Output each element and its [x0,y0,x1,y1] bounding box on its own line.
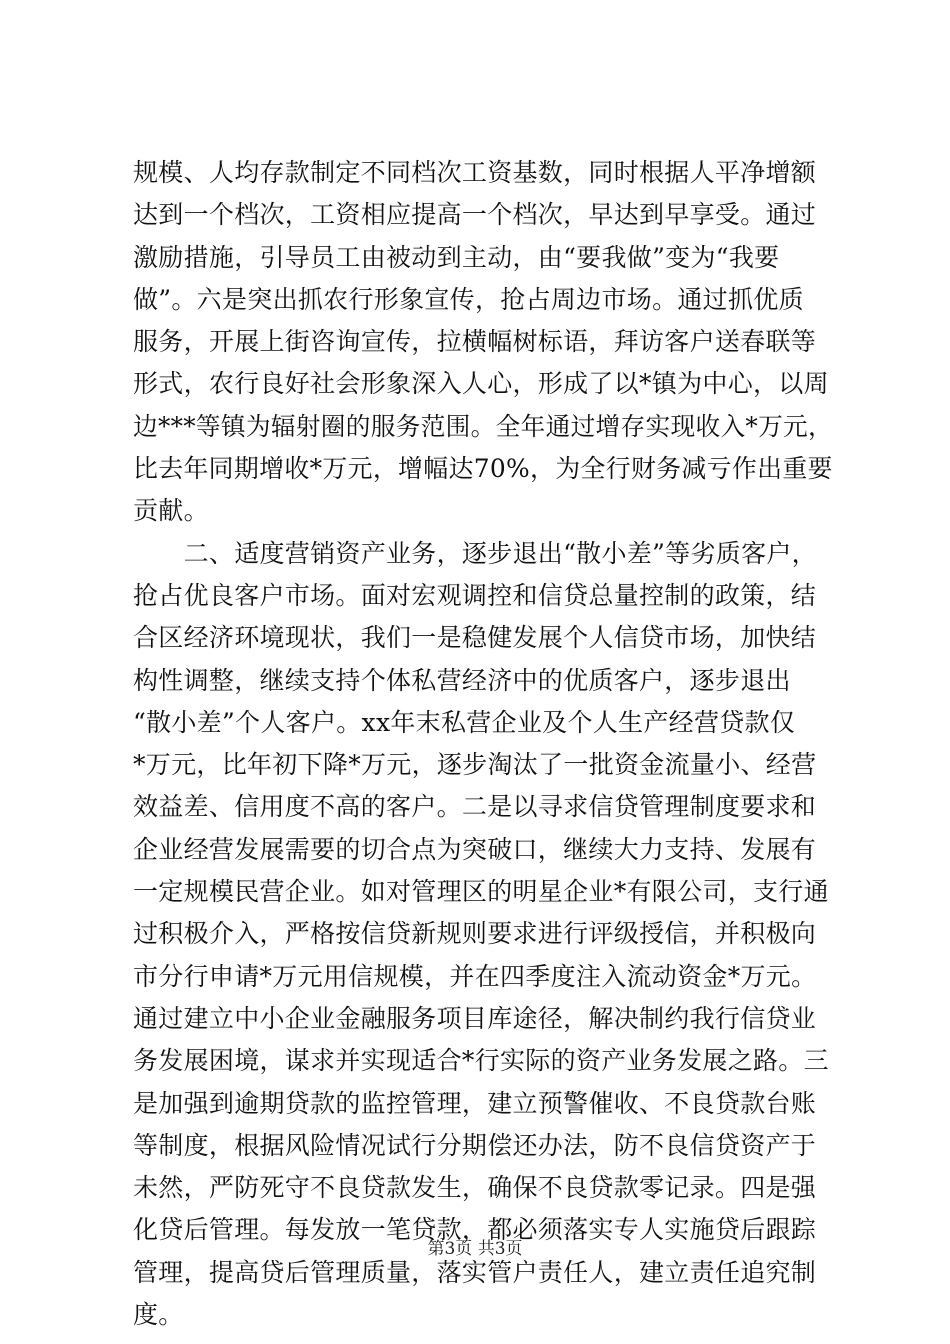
text-line: 边***等镇为辐射圈的服务范围。全年通过增存实现收入*万元， [133,411,834,441]
text-line: 形式，农行良好社会形象深入人心，形成了以*镇为中心，以周 [133,369,829,399]
text-line: 过积极介入，严格按信贷新规则要求进行评级授信，并积极向 [133,919,817,949]
text-line: 合区经济环境现状，我们一是稳健发展个人信贷市场，加快结 [133,623,817,653]
text-line: 激励措施，引导员工由被动到主动，由“要我做”变为“我要 [133,242,780,272]
text-line: 度。 [133,1300,184,1330]
text-line: 是加强到逾期贷款的监控管理，建立预警催收、不良贷款台账 [133,1088,817,1118]
text-line: 企业经营发展需要的切合点为突破口，继续大力支持、发展有 [133,834,817,864]
document-body [133,152,833,1336]
text-line: 等制度，根据风险情况试行分期偿还办法，防不良信贷资产于 [133,1130,817,1160]
text-line: 一定规模民营企业。如对管理区的明星企业*有限公司，支行通 [133,877,829,907]
text-line: 服务，开展上街咨询宣传，拉横幅树标语，拜访客户送春联等 [133,327,817,357]
text-line: 市分行申请*万元用信规模，并在四季度注入流动资金*万元。 [133,961,817,991]
text-line: 管理，提高贷后管理质量，落实管户责任人，建立责任追究制 [133,1257,817,1287]
text-line: 达到一个档次，工资相应提高一个档次，早达到早享受。通过 [133,200,817,230]
text-line: 通过建立中小企业金融服务项目库途径，解决制约我行信贷业 [133,1003,817,1033]
text-line: 做”。六是突出抓农行形象宣传，抢占周边市场。通过抓优质 [133,284,804,314]
text-line: 效益差、信用度不高的客户。二是以寻求信贷管理制度要求和 [133,792,817,822]
text-line: “散小差”个人客户。xx年末私营企业及个人生产经营贷款仅 [133,707,796,737]
page-footer: 第3页 共3页 [427,1239,523,1259]
text-line: 未然，严防死守不良贷款发生，确保不良贷款零记录。四是强 [133,1173,817,1203]
text-line: 规模、人均存款制定不同档次工资基数，同时根据人平净增额 [133,158,817,187]
text-line: 比去年同期增收*万元，增幅达70%，为全行财务减亏作出重要 [133,454,833,484]
text-line: 务发展困境，谋求并实现适合*行实际的资产业务发展之路。三 [133,1046,829,1076]
text-line: 构性调整，继续支持个体私营经济中的优质客户，逐步退出 [133,665,791,695]
text-line: 贡献。 [133,496,209,526]
text-line: *万元，比年初下降*万元，逐步淘汰了一批资金流量小、经营 [133,750,817,780]
text-line: 化贷后管理。每发放一笔贷款，都必须落实专人实施贷后跟踪 [133,1215,817,1245]
text-line: 二、适度营销资产业务，逐步退出“散小差”等劣质客户， [133,538,817,568]
text-line: 抢占优良客户市场。面对宏观调控和信贷总量控制的政策，结 [133,580,817,610]
